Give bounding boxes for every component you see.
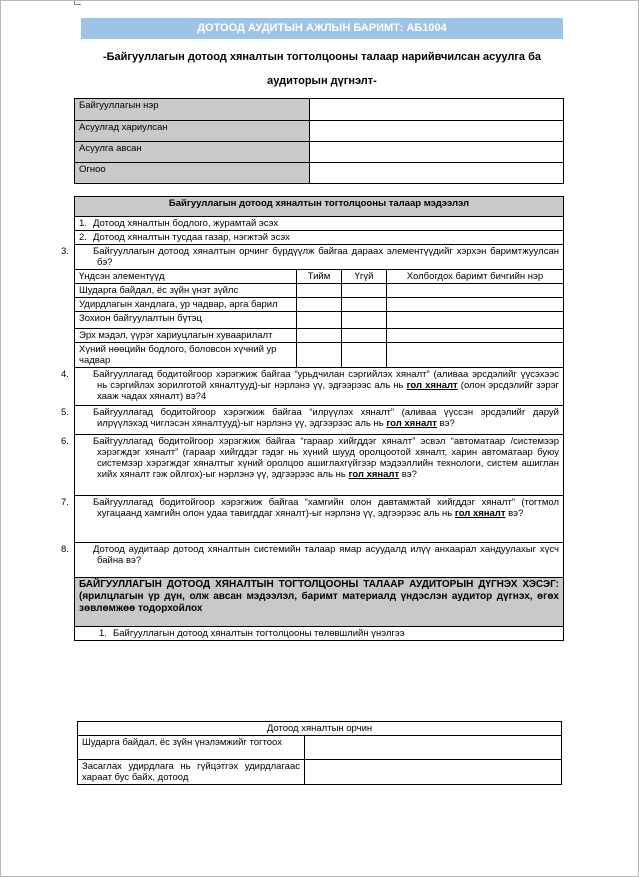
element-label: Зохион байгуулалтын бүтэц xyxy=(75,312,297,329)
col-header-no: Үгүй xyxy=(342,270,387,284)
question-3: 3. Байгууллагын дотоод хяналтын орчинг бүрдүүлж байгаа дараах элементүүдийг хэрхэн баримтжуулсан бэ? xyxy=(75,245,564,270)
element-row xyxy=(75,284,564,298)
env-header: Дотоод хяналтын орчин xyxy=(78,722,562,736)
document-cell[interactable] xyxy=(387,312,564,329)
info-row xyxy=(75,163,564,184)
element-row xyxy=(75,343,564,368)
info-label: Огноо xyxy=(75,163,310,184)
info-value-field[interactable] xyxy=(310,121,564,142)
document-subtitle-line2: аудиторын дүгнэлт- xyxy=(267,75,377,87)
element-row xyxy=(75,329,564,343)
question-5: 5. Байгууллагад бодитойгоор хэрэгжиж байгаа “илрүүлэх хяналт” (аливаа үүссэн эрсдэлийг даруй илрүүлэхэд чиглэсэн хяналтууд)-ыг нэрлэнэ үү, эдгээрээс аль нь гол хяналт вэ? xyxy=(75,406,564,435)
no-cell[interactable] xyxy=(342,312,387,329)
yes-cell[interactable] xyxy=(297,329,342,343)
question-7: 7. Байгууллагад бодитойгоор хэрэгжиж байгаа “хамгийн олон давтамжтай хийгддэг хяналт” (тогтмол хугацаанд хамгийн олон удаа тавигддаг хяналт)-ыг нэрлэнэ үү, эдгээрээс аль нь гол хяналт вэ? xyxy=(75,496,564,543)
questionnaire-table xyxy=(61,196,564,641)
section2-item-1: 1. Байгууллагын дотоод хяналтын тогтолцооны төлөвшлийн үнэлгээ xyxy=(75,627,564,641)
document-cell[interactable] xyxy=(387,284,564,298)
question-2: 2. Дотоод хяналтын тусдаа газар, нэгжтэй эсэх xyxy=(75,231,564,245)
respondent-info-table xyxy=(74,98,564,184)
question-1: 1. Дотоод хяналтын бодлого, журамтай эсэх xyxy=(75,217,564,231)
element-label: Удирдлагын хандлага, ур чадвар, арга барил xyxy=(75,298,297,312)
document-cell[interactable] xyxy=(387,343,564,368)
document-cell[interactable] xyxy=(387,329,564,343)
section1-title: Байгууллагын дотоод хяналтын тогтолцооны талаар мэдээлэл xyxy=(75,197,564,217)
document-banner: ДОТООД АУДИТЫН АЖЛЫН БАРИМТ: АБ1004 xyxy=(81,18,563,39)
col-header-elements: Үндсэн элементүүд xyxy=(75,270,297,284)
question-6: 6. Байгууллагад бодитойгоор хэрэгжиж байгаа “гараар хийгддэг хяналт” эсвэл “автоматаар /системээр хэрэгждэг хяналт” (гараар хийгддэг гэдэг нь хүний шууд оролцоотой хяналт, харин автоматаар буюу системээр хэрэгждэг хяналтыг хүний оролцоо ашиглахгүйгээр мэдээллийн технологи, систем ашиглан хийх хяналт гэж ойлгох)-ыг нэрлэнэ үү, эдгээрээс аль нь гол хяналт вэ? xyxy=(75,435,564,496)
env-row xyxy=(78,760,562,785)
env-assessment-cell[interactable] xyxy=(305,736,562,760)
no-cell[interactable] xyxy=(342,298,387,312)
element-label: Эрх мэдэл, үүрэг хариуцлагын хуваарилалт xyxy=(75,329,297,343)
question-8: 8. Дотоод аудитаар дотоод хяналтын системийн талаар ямар асуудалд илүү анхаарал хандуулахыг хүсч байна вэ? xyxy=(75,543,564,578)
env-assessment-cell[interactable] xyxy=(305,760,562,785)
element-row xyxy=(75,312,564,329)
element-label: Шударга байдал, ёс зүйн үнэт зүйлс xyxy=(75,284,297,298)
no-cell[interactable] xyxy=(342,284,387,298)
yes-cell[interactable] xyxy=(297,298,342,312)
info-label: Байгууллагын нэр xyxy=(75,99,310,121)
col-header-document: Холбогдох баримт бичгийн нэр xyxy=(387,270,564,284)
control-environment-table xyxy=(77,721,562,785)
info-value-field[interactable] xyxy=(310,142,564,163)
info-row xyxy=(75,121,564,142)
info-row xyxy=(75,99,564,121)
env-label: Шударга байдал, ёс зүйн үнэлэмжийг тогтоох xyxy=(78,736,305,760)
info-value-field[interactable] xyxy=(310,163,564,184)
info-label: Асуулга авсан xyxy=(75,142,310,163)
info-label: Асуулгад хариулсан xyxy=(75,121,310,142)
question-4: 4. Байгууллагад бодитойгоор хэрэгжиж байгаа “урьдчилан сэргийлэх хяналт” (аливаа эрсдэлийг үүсэхээс нь сэргийлэх зорилготой хяналтууд)-ыг нэрлэнэ үү, эдгээрээс аль нь гол хяналт (олон эрсдэлийг зэрэг хааж чадах хяналт) вэ?4 xyxy=(75,368,564,406)
info-value-field[interactable] xyxy=(310,99,564,121)
yes-cell[interactable] xyxy=(297,343,342,368)
page-corner-mark xyxy=(74,1,81,5)
element-label: Хүний нөөцийн бодлого, боловсон хүчний ур чадвар xyxy=(75,343,297,368)
col-header-yes: Тийм xyxy=(297,270,342,284)
section2-title: БАЙГУУЛЛАГЫН ДОТООД ХЯНАЛТЫН ТОГТОЛЦООНЫ ТАЛААР АУДИТОРЫН ДҮГНЭХ ХЭСЭГ: (ярилцлагын үр дүн, олж авсан мэдээлэл, баримт материалд үндэслэн аудитор дүгнэх, өгөх зөвлөмжөө тодорхойлох xyxy=(75,578,564,627)
env-row xyxy=(78,736,562,760)
document-subtitle-line1: -Байгууллагын дотоод хяналтын тогтолцооны талаар нарийвчилсан асуулга ба xyxy=(102,51,542,63)
yes-cell[interactable] xyxy=(297,312,342,329)
env-label: Засаглах удирдлага нь гүйцэтгэх удирдлагаас хараат бус байх, дотоод xyxy=(78,760,305,785)
no-cell[interactable] xyxy=(342,329,387,343)
yes-cell[interactable] xyxy=(297,284,342,298)
element-row xyxy=(75,298,564,312)
document-cell[interactable] xyxy=(387,298,564,312)
no-cell[interactable] xyxy=(342,343,387,368)
info-row xyxy=(75,142,564,163)
